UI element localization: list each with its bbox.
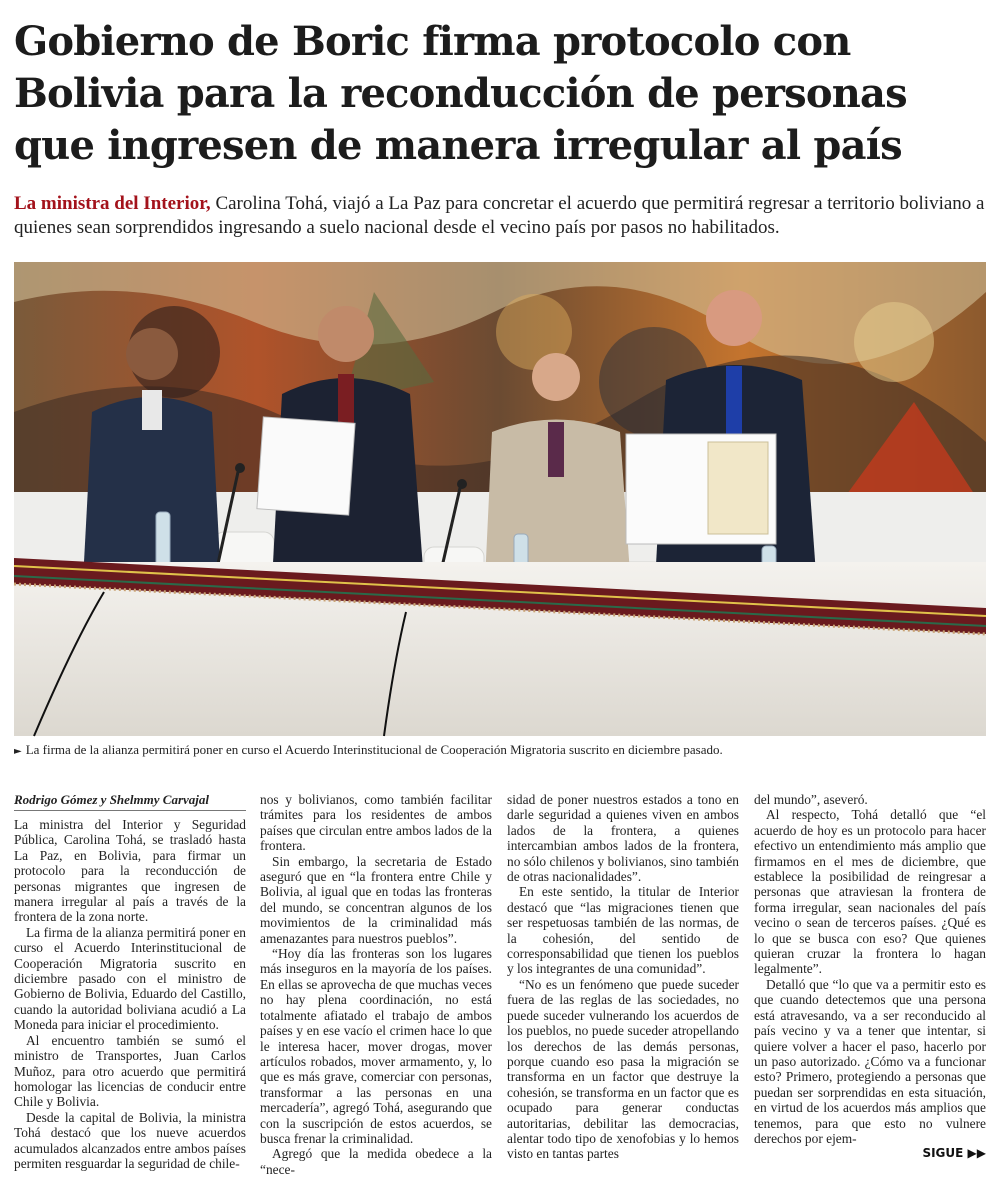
paragraph: “No es un fenómeno que puede suceder fuera de las reglas de las sociedades, no puede suceder vulnerando los acuerdos de los pueblos, no puede suceder atropellando los derechos de las demás personas, porque cuando eso pasa la migración se transforma en un factor que destruye la cohesión, se transforma en un factor que es ocupado para generar conductas autoritarias, debilitar las democracias, alentar todo tipo de xenofobias y lo hemos visto en tantas partes <box>507 976 739 1162</box>
lede-lead-in: La ministra del Interior, <box>14 193 211 214</box>
paragraph: La ministra del Interior y Seguridad Pública, Carolina Tohá, se trasladó hasta La Paz, en Bolivia, para firmar un protocolo para la reconducción de personas migrantes que ingresen de manera irregular al país a través de la frontera de la zona norte. <box>14 817 246 925</box>
photo-caption <box>14 742 989 760</box>
caption-text: La firma de la alianza permitirá poner en curso el Acuerdo Interinstitucional de Cooperación Migratoria suscrito en diciembre pasado. <box>25 742 723 757</box>
headline: Gobierno de Boric firma protocolo con Bolivia para la reconducción de personas que ingresen de manera irregular al país <box>14 18 907 169</box>
photo-signing-ceremony <box>14 262 986 736</box>
paragraph: Al encuentro también se sumó el ministro de Transportes, Juan Carlos Muñoz, para otro acuerdo que permitirá homologar las licencias de conducir entre Chile y Bolivia. <box>14 1032 246 1110</box>
caption-marker-icon: ► <box>14 746 22 757</box>
paragraph: Sin embargo, la secretaria de Estado aseguró que en “la frontera entre Chile y Bolivia, al igual que en todas las fronteras del mundo, se concentran algunos de los movimientos de la criminalidad más amenazantes para nuestros pueblos”. <box>260 853 492 946</box>
paragraph: “Hoy día las fronteras son los lugares más inseguros en la mayoría de los países. En ellas se aprovecha de que muchas veces no hay plena coordinación, no está totalmente afiatado el trabajo de ambos países y en ese vacío el crimen hace lo que le interesa hacer, mover drogas, mover artículos robados, mover armamento, y, lo que es más grave, comerciar con personas, transformar a las personas en una mercadería”, agregó Tohá, asegurando que con la suscripción de estos acuerdos, se busca frenar la criminalidad. <box>260 946 492 1146</box>
article-column-4 <box>754 792 986 1152</box>
continue-link[interactable]: SIGUE ▶▶ <box>922 1146 986 1160</box>
paragraph: Agregó que la medida obedece a la “nece- <box>260 1146 492 1177</box>
article-column-1 <box>14 792 246 1171</box>
article-column-2 <box>260 792 492 1177</box>
paragraph: En este sentido, la titular de Interior destacó que “las migraciones tienen que ser respetuosas también de las normas, de la cohesión, del sentido de corresponsabilidad que tienen los pueblos y los integrantes de una comunidad”. <box>507 884 739 977</box>
paragraph: La firma de la alianza permitirá poner en curso el Acuerdo Interinstitucional de Cooperación Migratoria suscrito en diciembre pasado con el ministro de Gobierno de Bolivia, Eduardo del Castillo, cuando la autoridad boliviana acudió a La Moneda para iniciar el procedimiento. <box>14 924 246 1033</box>
paragraph: Detalló que “lo que va a permitir esto es que cuando detectemos que una persona está atravesando, va a ser reconducido al país vecino y va a tener que intentar, si quiere volver a hacer el paso, hacerlo por un paso autorizado. ¿Cómo va a funcionar esto? Primero, protegiendo a personas que puedan ser sorprendidas en esta situación, en virtud de los acuerdos más amplios que tenemos, para que esto no vulnere derechos por ejem- <box>754 976 986 1146</box>
lede <box>14 192 989 240</box>
paragraph: del mundo”, aseveró. <box>754 792 868 807</box>
paragraph: Al respecto, Tohá detalló que “el acuerdo de hoy es un protocolo para hacer efectivo un entendimiento más amplio que firmamos en el mes de diciembre, que establece la posibilidad de reingresar a personas que atraviesan la frontera de forma irregular, sean nacionales del país vecino o sean de terceros países. ¿Qué es lo que se busca con eso? Que quienes quieran cruzar la frontera lo hagan legalmente”. <box>754 807 986 977</box>
paragraph: Desde la capital de Bolivia, la ministra Tohá destacó que los nueve acuerdos acumulados alcanzados entre ambos países permiten resguardar la seguridad de chile- <box>14 1109 246 1171</box>
byline: Rodrigo Gómez y Shelmmy Carvajal <box>14 792 246 811</box>
paragraph: sidad de poner nuestros estados a tono en darle seguridad a quienes viven en ambos lados de la frontera, a quienes intercambian ambos lados de la frontera, no sólo chilenos y bolivianos, sino también de otras nacionalidades”. <box>507 792 739 885</box>
lede-text: Carolina Tohá, viajó a La Paz para concretar el acuerdo que permitirá regresar a territorio boliviano a quienes sean sorprendidos ingresando a suelo nacional desde el vecino país por pasos no habilitados. <box>14 193 985 238</box>
photo-illustration <box>14 262 986 736</box>
article-column-3 <box>507 792 739 1162</box>
paragraph: nos y bolivianos, como también facilitar trámites para los residentes de ambos países que circulan entre ambos lados de la frontera. <box>260 792 492 854</box>
